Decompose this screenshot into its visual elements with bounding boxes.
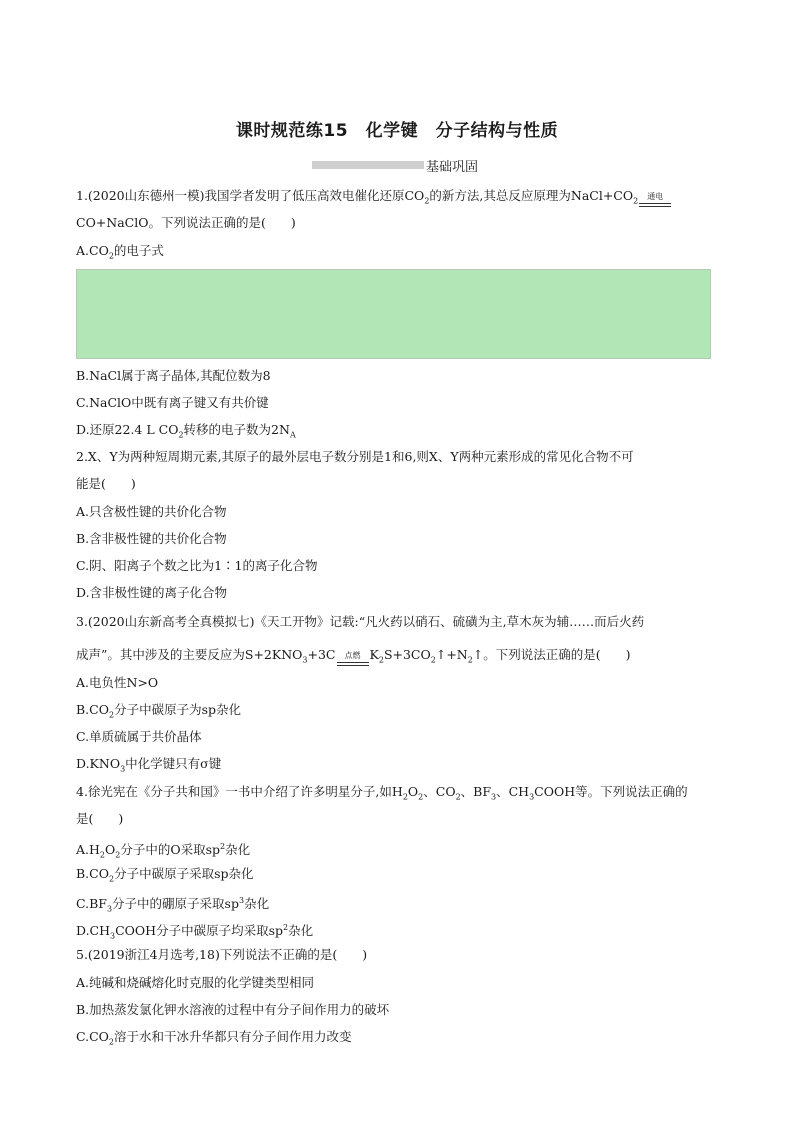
q4-option-d: $D.CH_3COOH$分子中碳原子均采取$sp^2$杂化 bbox=[76, 923, 314, 941]
page-title: 课时规范练15 化学键 分子结构与性质 bbox=[235, 121, 559, 141]
q2-option-a: A.只含极性键的共价化合物 bbox=[76, 504, 227, 519]
q3-option-c: C.单质硫属于共价晶体 bbox=[76, 729, 202, 744]
q5-option-b: B.加热蒸发氯化钾水溶液的过程中有分子间作用力的破坏 bbox=[76, 1002, 390, 1017]
q4-stem-line2: 是( ) bbox=[76, 811, 124, 826]
q3-stem-line1: 3.(2020山东新高考全真模拟七)《天工开物》记载:“凡火药以硝石、硫磺为主,草木灰为辅……而后火药 bbox=[76, 614, 645, 629]
q3-option-b: $B.CO_2$分子中碳原子为sp杂化 bbox=[76, 702, 241, 720]
section-header bbox=[312, 155, 478, 175]
q2-stem-line2: 能是( ) bbox=[76, 476, 136, 491]
q2-option-c: C.阴、阳离子个数之比为1∶1的离子化合物 bbox=[76, 558, 318, 573]
section-label: 基础巩固 bbox=[426, 159, 479, 175]
q2-option-b: B.含非极性键的共价化合物 bbox=[76, 531, 227, 546]
image-placeholder bbox=[76, 269, 711, 359]
q1-option-a: $A.CO_2$的电子式 bbox=[76, 243, 164, 261]
q4-option-a: $A.H_2O_2$分子中的O采取$sp^2$杂化 bbox=[76, 842, 251, 860]
q1-stem-line2: CO+NaClO。下列说法正确的是( ) bbox=[76, 215, 296, 230]
q4-stem-line1: 4.徐光宪在《分子共和国》一书中介绍了许多明星分子,如$H_2O_2$、$CO_2$、$BF_3$、$CH_3COOH$等。下列说法正确的 bbox=[76, 784, 688, 802]
q3-stem-line2: 成声”。其中涉及的主要反应为$S+2KNO_3+3C$ 点燃 $K_2S+3CO_2↑+N_2↑$。下列说法正确的是( ) bbox=[76, 647, 631, 665]
q3-option-a: A.电负性N>O bbox=[76, 675, 159, 690]
q1-option-d: D.还原22.4 L $CO_2$转移的电子数为$2N_A$ bbox=[76, 422, 296, 440]
q1-option-c: C.NaClO中既有离子键又有共价键 bbox=[76, 395, 269, 410]
q2-option-d: D.含非极性键的离子化合物 bbox=[76, 585, 228, 600]
section-bar bbox=[312, 161, 424, 169]
q1-option-b: B.NaCl属于离子晶体,其配位数为8 bbox=[76, 368, 271, 383]
q5-option-a: A.纯碱和烧碱熔化时克服的化学键类型相同 bbox=[76, 975, 315, 990]
q1-stem-line1: 1.(2020山东德州一模)我国学者发明了低压高效电催化还原$CO_2$的新方法,其总反应原理为$NaCl+CO_2$ 通电 bbox=[76, 187, 672, 211]
q4-option-b: $B.CO_2$分子中碳原子采取sp杂化 bbox=[76, 866, 254, 884]
q5-option-c: $C.CO_2$溶于水和干冰升华都只有分子间作用力改变 bbox=[76, 1029, 352, 1047]
q2-stem-line1: 2.X、Y为两种短周期元素,其原子的最外层电子数分别是1和6,则X、Y两种元素形成的常见化合物不可 bbox=[76, 449, 634, 464]
q5-stem: 5.(2019浙江4月选考,18)下列说法不正确的是( ) bbox=[76, 947, 368, 962]
q3-option-d: $D.KNO_3$中化学键只有σ键 bbox=[76, 756, 222, 774]
q4-option-c: $C.BF_3$分子中的硼原子采取$sp^3$杂化 bbox=[76, 896, 270, 914]
